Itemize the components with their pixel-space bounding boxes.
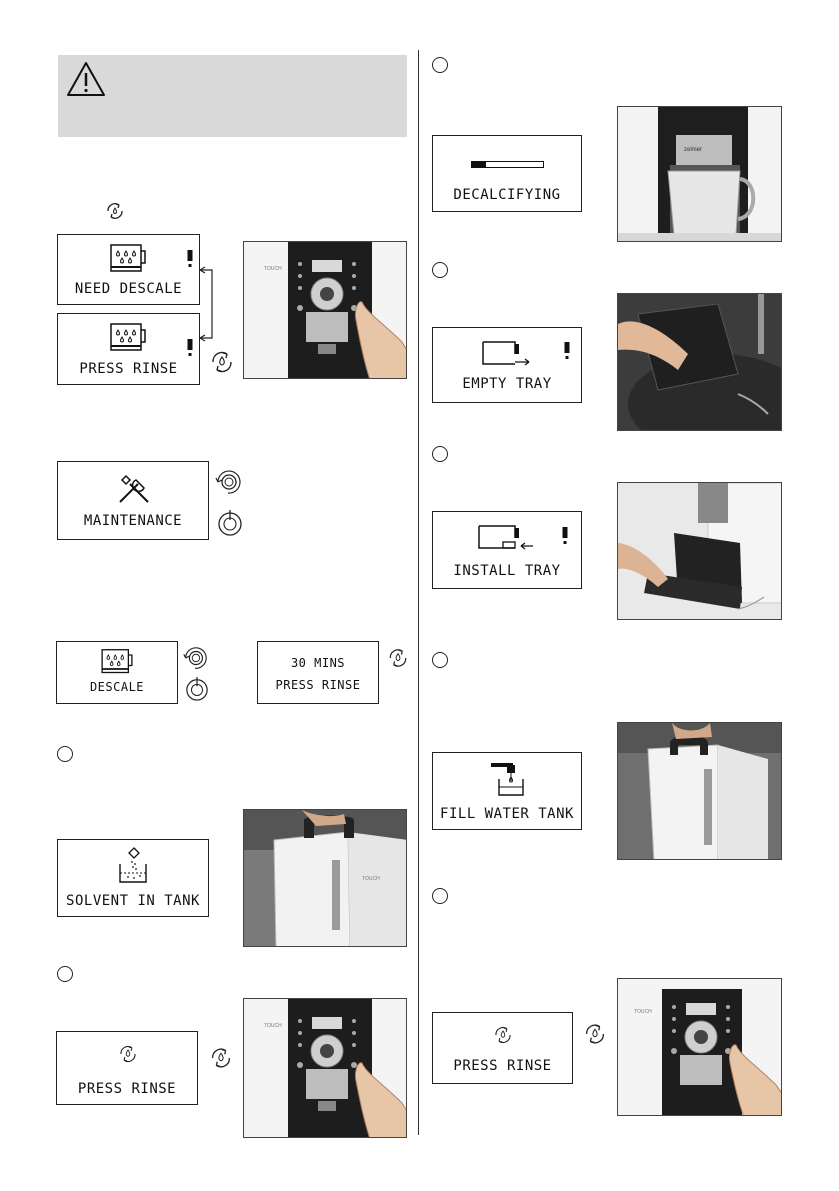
photo-empty-tray	[617, 293, 782, 431]
rinse-button-icon	[386, 645, 410, 671]
photo-solvent-tank	[243, 809, 407, 947]
decalcifying-screen	[432, 135, 582, 212]
alert-exclamation-icon	[186, 339, 194, 359]
need-descale-label: NEED DESCALE	[74, 281, 183, 297]
rinse-button-icon	[582, 1020, 608, 1048]
column-divider	[418, 50, 419, 1135]
solvent-label: SOLVENT IN TANK	[66, 893, 200, 909]
solvent-tank-icon	[116, 846, 152, 886]
tools-icon	[116, 472, 152, 506]
maintenance-label: MAINTENANCE	[83, 513, 183, 529]
rinse-icon	[117, 1042, 139, 1066]
water-tap-icon	[487, 759, 529, 799]
tray-out-icon	[479, 340, 533, 370]
fill-water-screen	[432, 752, 582, 830]
knob-press-icon	[217, 508, 243, 538]
knob-press-icon	[185, 675, 209, 703]
step-press-rinse-screen	[56, 1031, 198, 1105]
alert-exclamation-icon	[563, 342, 571, 362]
solvent-screen	[57, 839, 209, 917]
step-marker	[57, 966, 73, 982]
machine-photo-rinse-button-2	[243, 998, 407, 1138]
rinse-icon	[492, 1023, 514, 1047]
press-rinse-label: PRESS RINSE	[79, 361, 178, 377]
countdown-line2: PRESS RINSE	[275, 678, 361, 692]
svg-text:TOUCH: TOUCH	[264, 1023, 282, 1029]
svg-text:zelmer: zelmer	[684, 147, 703, 153]
knob-rotate-icon	[181, 643, 209, 673]
alert-exclamation-icon	[186, 250, 194, 270]
descale-jug-icon	[108, 243, 148, 275]
machine-photo-rinse-button	[243, 241, 407, 379]
tray-in-icon	[475, 524, 535, 554]
empty-tray-label: EMPTY TRAY	[462, 376, 552, 392]
knob-rotate-icon	[213, 466, 243, 498]
step-marker	[432, 446, 448, 462]
photo-fill-water	[617, 722, 782, 860]
decalcifying-progress-bar	[471, 161, 544, 168]
countdown-line1: 30 MINS	[290, 656, 346, 670]
alert-exclamation-icon	[561, 527, 569, 547]
descale-label: DESCALE	[89, 680, 145, 694]
rinse-button-icon	[208, 1044, 234, 1072]
machine-photo-rinse-button-3	[617, 978, 782, 1116]
rinse-icon	[104, 200, 126, 222]
warning-box	[58, 55, 407, 137]
decalcifying-label: DECALCIFYING	[453, 187, 561, 203]
step-marker	[432, 262, 448, 278]
rinse-button-icon	[208, 347, 236, 377]
svg-text:TOUCH: TOUCH	[362, 876, 380, 882]
descale-jug-icon	[99, 648, 135, 676]
photo-jug-under-spout	[617, 106, 782, 242]
final-press-rinse-screen	[432, 1012, 573, 1084]
countdown-screen	[257, 641, 379, 704]
step-marker	[432, 57, 448, 73]
press-rinse-prompt-screen	[57, 313, 200, 385]
step-marker	[57, 746, 73, 762]
svg-text:TOUCH: TOUCH	[264, 266, 282, 272]
fill-water-label: FILL WATER TANK	[440, 806, 574, 822]
step-press-rinse-label: PRESS RINSE	[77, 1081, 177, 1097]
final-press-rinse-label: PRESS RINSE	[453, 1058, 552, 1074]
step-marker	[432, 652, 448, 668]
maintenance-screen	[57, 461, 209, 540]
connector-arrow	[198, 266, 220, 346]
warning-triangle-icon	[66, 61, 106, 97]
decalcifying-progress-fill	[472, 162, 486, 167]
photo-install-tray	[617, 482, 782, 620]
descale-jug-icon	[108, 322, 148, 354]
need-descale-screen	[57, 234, 200, 305]
svg-text:TOUCH: TOUCH	[634, 1009, 652, 1015]
empty-tray-screen	[432, 327, 582, 403]
install-tray-label: INSTALL TRAY	[453, 563, 561, 579]
install-tray-screen	[432, 511, 582, 589]
step-marker	[432, 888, 448, 904]
descale-menu-screen	[56, 641, 178, 704]
